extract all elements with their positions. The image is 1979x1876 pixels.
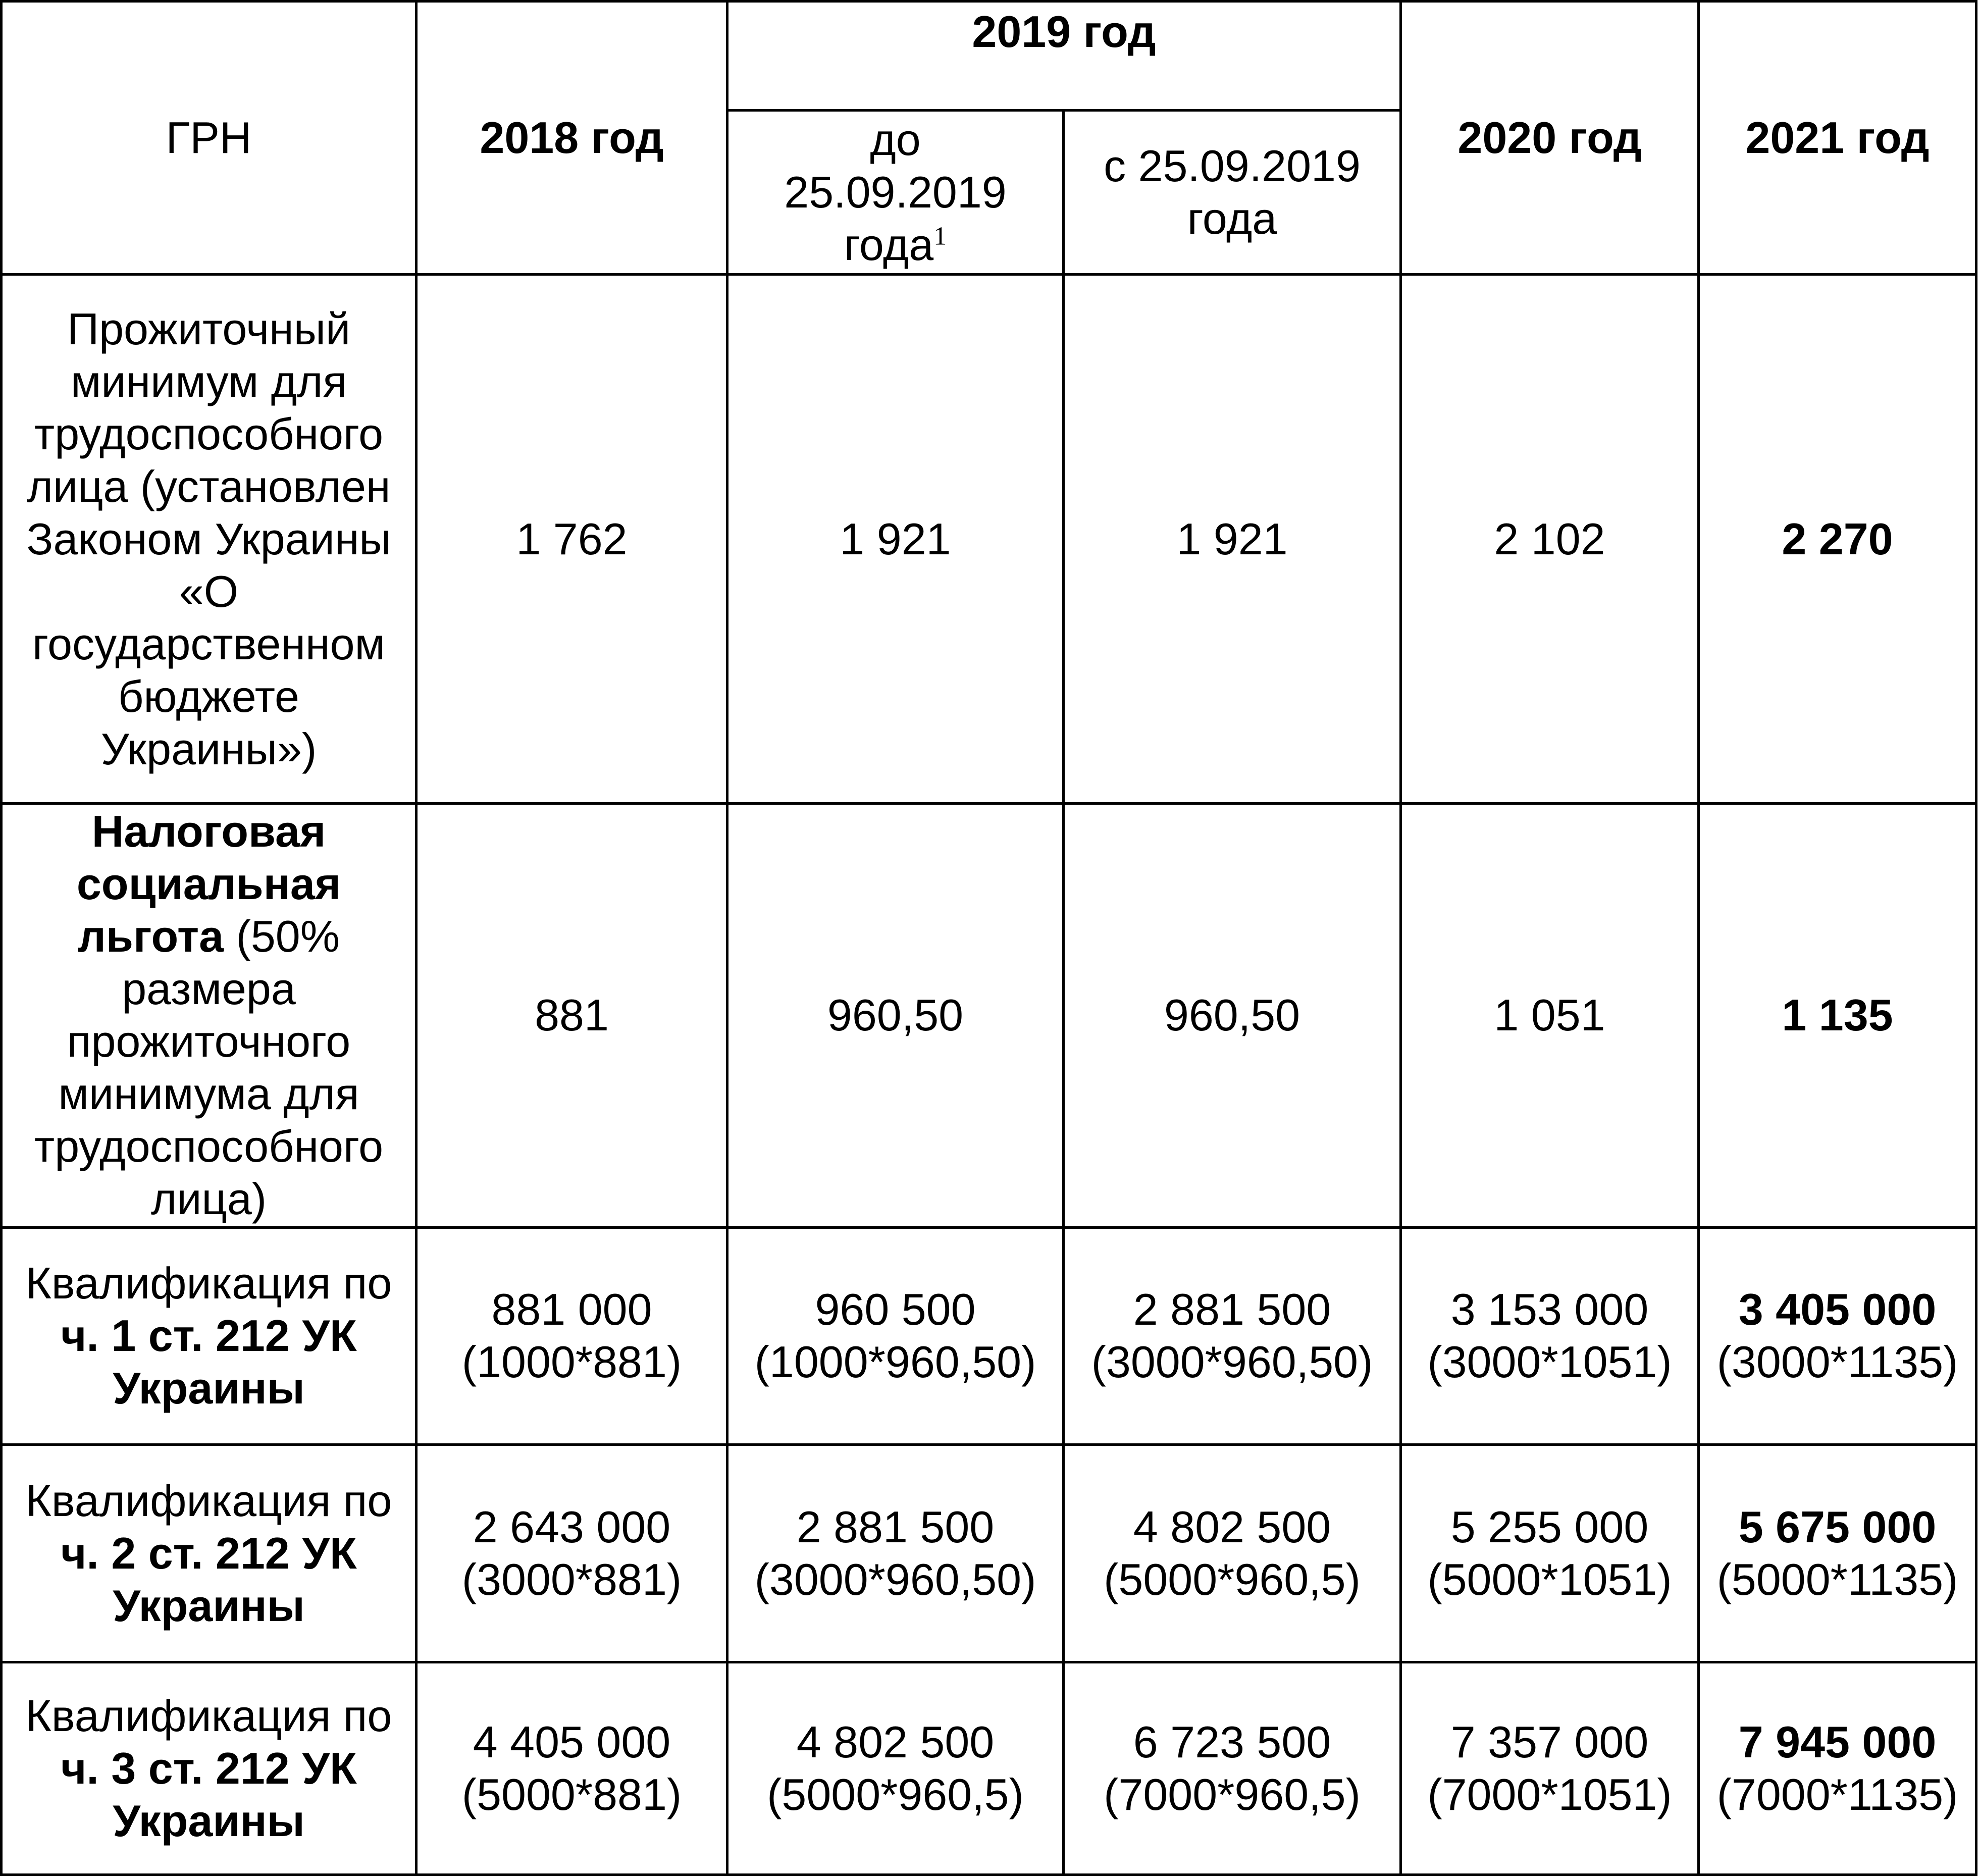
value-cell [416, 1445, 727, 1662]
header-2018-cell [416, 2, 727, 275]
table-row [2, 803, 1976, 1227]
value-formula: (3000*960,50) [754, 1554, 1036, 1605]
row-label-cell [2, 275, 416, 804]
header-before-line3: года [844, 220, 934, 270]
row-label-text: ч. 1 ст. 212 УК Украины [61, 1311, 357, 1414]
value-amount: 3 405 000 [1738, 1284, 1937, 1335]
value-formula: (7000*1135) [1716, 1769, 1958, 1820]
value-cell [1401, 803, 1699, 1227]
value-amount: 881 [535, 990, 609, 1040]
header-before-date-cell [727, 111, 1064, 275]
header-2021-cell [1699, 2, 1976, 275]
value-amount: 960 500 [815, 1284, 976, 1335]
value-formula: (5000*960,5) [1104, 1554, 1361, 1605]
value-amount: 1 135 [1782, 990, 1893, 1040]
value-amount: 2 270 [1782, 513, 1893, 564]
header-2019-cell [727, 2, 1401, 111]
header-2020-cell [1401, 2, 1699, 275]
row-label-text: (50% размера прожиточного минимума для трудоспособного лица) [34, 911, 384, 1224]
value-amount: 1 762 [516, 513, 628, 564]
value-formula: (5000*1051) [1427, 1554, 1672, 1605]
value-amount: 960,50 [1164, 990, 1300, 1040]
value-amount: 4 802 500 [1133, 1502, 1331, 1552]
value-amount: 4 802 500 [796, 1717, 995, 1767]
header-after-line2: года [1187, 193, 1277, 244]
row-label-cell [2, 1662, 416, 1875]
row-label-cell [2, 1227, 416, 1445]
value-cell [1699, 1445, 1976, 1662]
value-amount: 6 723 500 [1133, 1717, 1331, 1767]
header-row-top [2, 2, 1976, 111]
header-currency-cell [2, 2, 416, 275]
value-formula: (3000*1051) [1427, 1337, 1672, 1387]
value-cell [1064, 803, 1401, 1227]
row-label-text: Квалификация по [25, 1476, 392, 1526]
value-formula: (5000*881) [461, 1769, 682, 1820]
header-before-line3-wrap [732, 219, 1059, 271]
value-cell [416, 1227, 727, 1445]
value-amount: 881 000 [491, 1284, 652, 1335]
value-formula: (3000*1135) [1716, 1337, 1958, 1387]
value-amount: 3 153 000 [1450, 1284, 1649, 1335]
header-year-2020: 2020 год [1457, 113, 1642, 163]
value-formula: (3000*881) [461, 1554, 682, 1605]
value-cell [727, 275, 1064, 804]
header-year-2021: 2021 год [1745, 113, 1930, 163]
value-amount: 2 881 500 [796, 1502, 995, 1552]
value-amount: 7 357 000 [1450, 1717, 1649, 1767]
value-cell [1699, 1227, 1976, 1445]
value-formula: (1000*881) [461, 1337, 682, 1387]
row-label-text: Квалификация по [25, 1691, 392, 1741]
value-amount: 5 675 000 [1738, 1502, 1937, 1552]
value-amount: 7 945 000 [1738, 1717, 1937, 1767]
value-cell [1064, 1445, 1401, 1662]
header-before-line2: 25.09.2019 [784, 167, 1007, 218]
value-cell [727, 1662, 1064, 1875]
header-year-2019: 2019 год [972, 7, 1156, 57]
value-cell [1064, 1227, 1401, 1445]
row-label-text: ч. 2 ст. 212 УК Украины [61, 1528, 357, 1631]
row-label-text: Налоговая социальная льгота [76, 806, 341, 962]
value-formula: (7000*1051) [1427, 1769, 1672, 1820]
value-cell [1699, 275, 1976, 804]
value-cell [416, 1662, 727, 1875]
header-after-line1: с 25.09.2019 [1104, 141, 1361, 191]
row-label-cell [2, 1445, 416, 1662]
value-cell [416, 275, 727, 804]
value-formula: (3000*960,50) [1091, 1337, 1373, 1387]
value-amount: 2 881 500 [1133, 1284, 1331, 1335]
value-formula: (7000*960,5) [1104, 1769, 1361, 1820]
value-amount: 4 405 000 [473, 1717, 671, 1767]
value-cell [1064, 1662, 1401, 1875]
header-before-line1: до [870, 115, 921, 165]
value-cell [1401, 1445, 1699, 1662]
value-cell [1699, 803, 1976, 1227]
value-formula: (5000*960,5) [767, 1769, 1024, 1820]
row-label-cell [2, 803, 416, 1227]
table-row [2, 1227, 1976, 1445]
header-currency: ГРН [166, 113, 252, 163]
row-label-text: Квалификация по [25, 1258, 392, 1309]
value-amount: 1 921 [1176, 513, 1288, 564]
value-cell [727, 803, 1064, 1227]
value-amount: 2 102 [1494, 513, 1605, 564]
value-formula: (5000*1135) [1716, 1554, 1958, 1605]
row-label-text: ч. 3 ст. 212 УК Украины [61, 1743, 357, 1846]
value-cell [727, 1445, 1064, 1662]
value-cell [1401, 1662, 1699, 1875]
table-body [2, 275, 1976, 1875]
header-after-date-cell [1064, 111, 1401, 275]
header-year-2018: 2018 год [480, 113, 664, 163]
value-amount: 2 643 000 [473, 1502, 671, 1552]
value-amount: 5 255 000 [1450, 1502, 1649, 1552]
value-cell [1401, 1227, 1699, 1445]
value-cell [727, 1227, 1064, 1445]
value-formula: (1000*960,50) [754, 1337, 1036, 1387]
value-cell [1699, 1662, 1976, 1875]
value-amount: 1 921 [840, 513, 951, 564]
footnote-marker: 1 [933, 222, 947, 251]
value-cell [416, 803, 727, 1227]
value-amount: 960,50 [827, 990, 964, 1040]
table-row [2, 275, 1976, 804]
value-cell [1064, 275, 1401, 804]
value-cell [1401, 275, 1699, 804]
table-row [2, 1662, 1976, 1875]
table-row [2, 1445, 1976, 1662]
row-label-text: Прожиточный минимум для трудоспособного лица (установлен Законом Украины «О государственном бюджете Украины») [26, 303, 391, 774]
value-amount: 1 051 [1494, 990, 1605, 1040]
